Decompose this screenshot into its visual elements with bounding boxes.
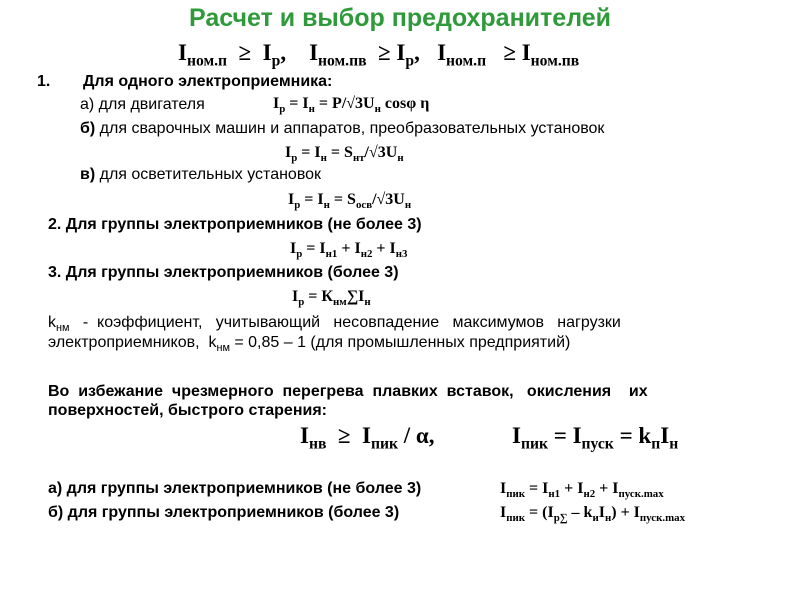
section1-b-line bbox=[80, 120, 604, 138]
peak-b-formula: $I_{пик} = (I_{р\sum} - k_иI_н) + I_{пуск.max}$ bbox=[500, 504, 686, 524]
section1-b-text: для сварочных машин и аппаратов, преобразовательных установок bbox=[99, 120, 605, 137]
section2-formula: $I_р = I_{н1} + I_{н2} + I_{н3}$ bbox=[290, 240, 408, 260]
section1-a-formula: $I_р = I_н = P/√3U_н$ cosφ η bbox=[273, 95, 430, 115]
section1-a-text: а) для двигателя bbox=[80, 96, 205, 113]
section1-c-label: в) bbox=[80, 166, 96, 183]
section3-heading: 3. Для группы электроприемников (более 3) bbox=[48, 264, 399, 281]
overheat-line2: поверхностей, быстрого старения: bbox=[48, 402, 327, 419]
section1-number: 1. bbox=[37, 73, 51, 90]
overheat-formula-2: $I_{пик} = I_{пуск} = k_пI_н$ bbox=[512, 423, 679, 453]
section1-c-formula: $I_р = I_н = S_{осв}/√3U_н$ bbox=[288, 191, 412, 211]
section3-formula: $I_р = К_{нм}\sum I_н$ bbox=[292, 288, 371, 308]
peak-a-formula: $I_{пик} = I_{н1} + I_{н2} + I_{пуск.max}$ bbox=[500, 480, 664, 500]
peak-a-text: а) для группы электроприемников (не более 3) bbox=[48, 480, 422, 497]
coefficient-line2: электроприемников, $k_{нм} = 0,85 - 1$ (для промышленных предприятий) bbox=[48, 334, 571, 354]
section1-c-line bbox=[80, 166, 321, 184]
section1-c-text: для осветительных установок bbox=[99, 166, 322, 183]
section1-b-formula: $I_р = I_н = S_{нт}/√3U_н$ bbox=[285, 144, 404, 164]
section2-heading: 2. Для группы электроприемников (не более 3) bbox=[48, 216, 422, 233]
coefficient-line1: $k_{нм}$ - коэффициент, учитывающий несовпадение максимумов нагрузки bbox=[48, 314, 621, 334]
peak-b-text: б) для группы электроприемников (более 3) bbox=[48, 504, 400, 521]
page-title: Расчет и выбор предохранителей bbox=[188, 4, 612, 32]
section1-b-label: б) bbox=[80, 120, 96, 137]
section1-heading: Для одного электроприемника: bbox=[83, 73, 333, 90]
main-condition-formula: $I_{ном.п} \ge I_р$, $I_{ном.пв} \ge I_р$, $I_{ном.п} \ge I_{ном.пв}$ bbox=[178, 40, 580, 70]
overheat-formula-1: $I_{нв} \ge I_{пик} / \alpha$, bbox=[300, 423, 435, 453]
overheat-line1: Во избежание чрезмерного перегрева плавких вставок, окисления их bbox=[48, 383, 648, 400]
